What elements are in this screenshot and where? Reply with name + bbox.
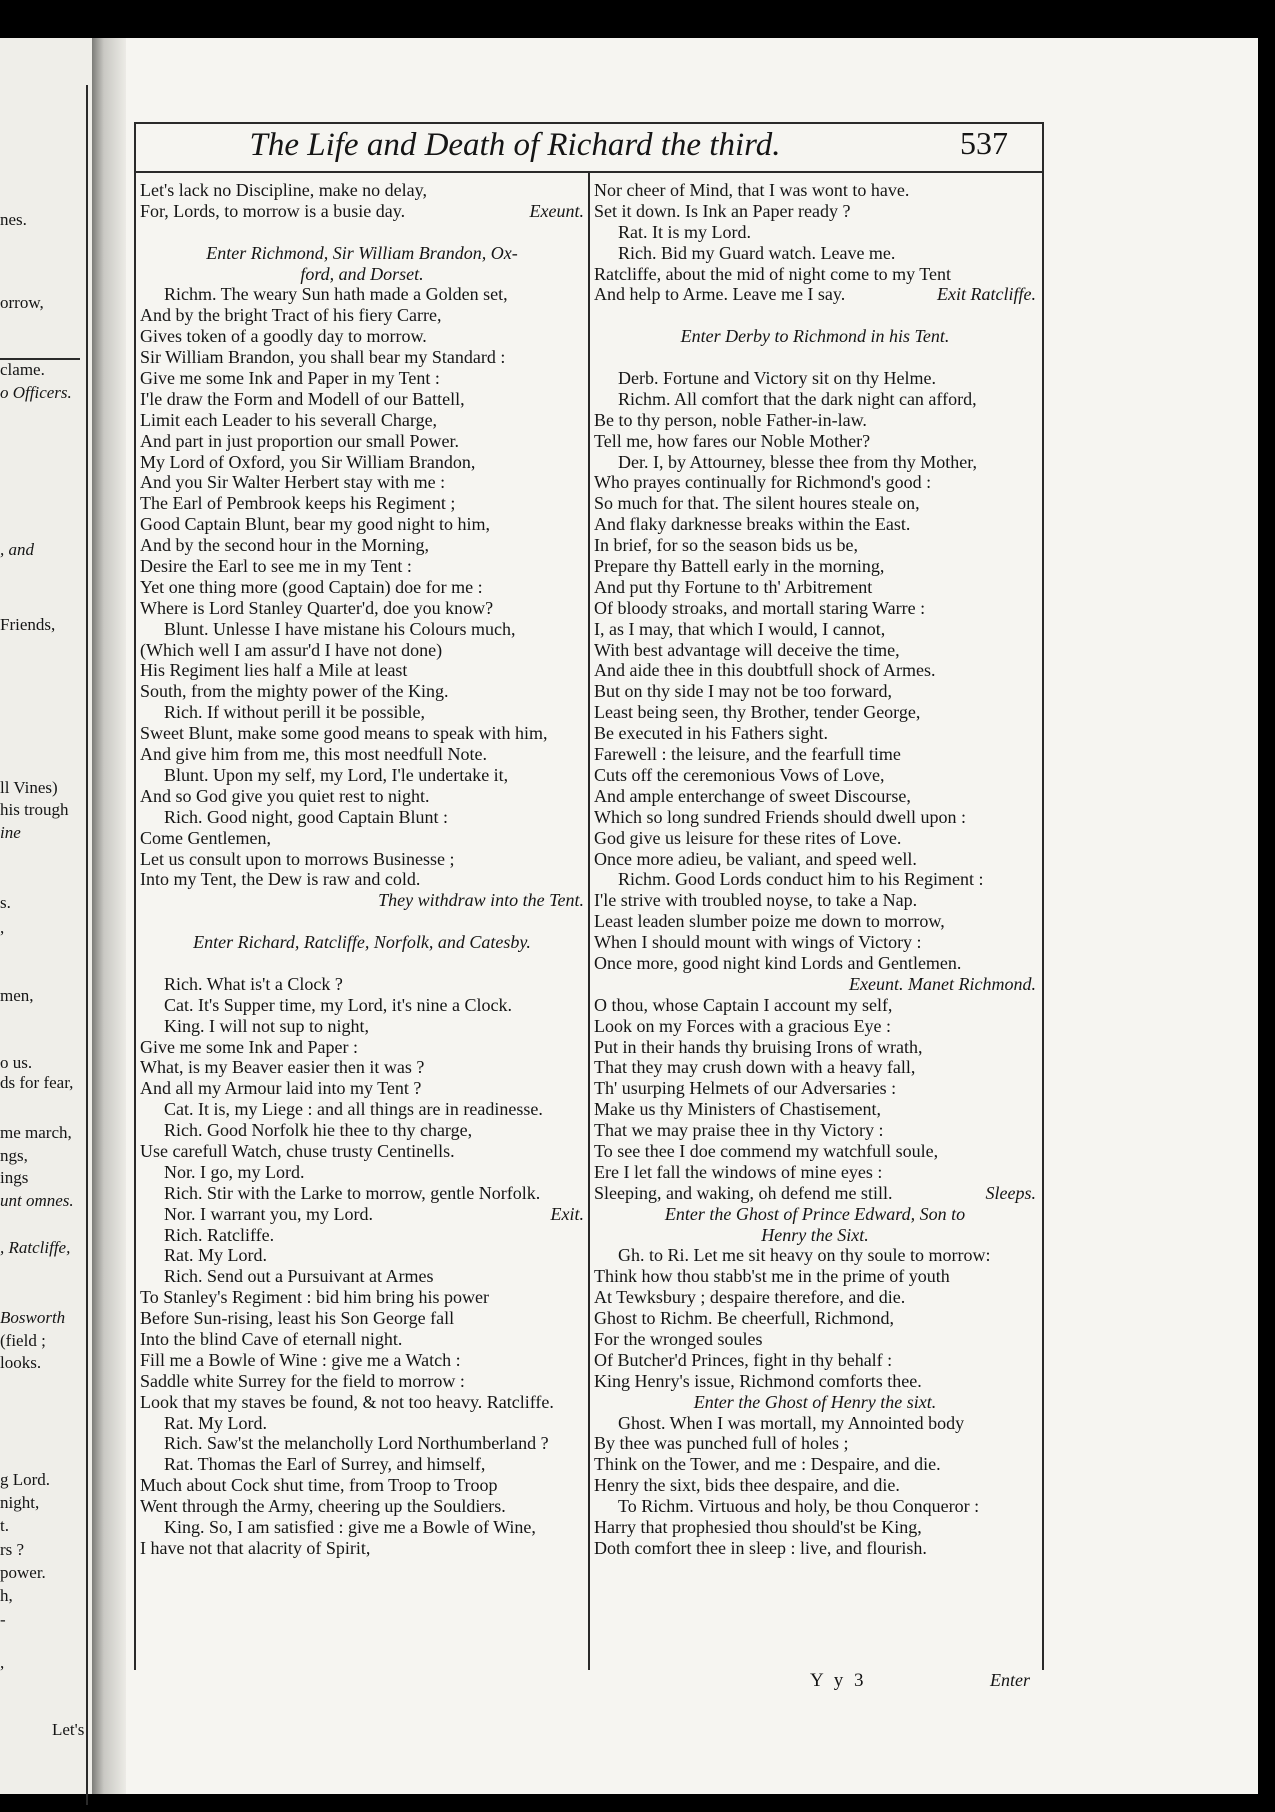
prev-fragment: Friends,	[0, 615, 56, 634]
text-line: Give me some Ink and Paper in my Tent :	[140, 368, 440, 389]
text-line: I'le strive with troubled noyse, to take a Nap.	[594, 890, 918, 911]
prev-fragment: men,	[0, 986, 34, 1005]
spacer	[594, 347, 1036, 368]
prev-fragment: ,	[0, 1653, 5, 1672]
text-line	[594, 1183, 1036, 1204]
prev-fragment: ngs,	[0, 1146, 28, 1165]
text-line: Der. I, by Attourney, blesse thee from thy Mother,	[618, 451, 978, 472]
exit-direction: Exit.	[550, 1203, 584, 1224]
text-line: King. So, I am satisfied : give me a Bowle of Wine,	[164, 1517, 536, 1537]
stage-direction: They withdraw into the Tent.	[378, 890, 584, 911]
text-line: Rat. Thomas the Earl of Surrey, and himself,	[164, 1454, 486, 1475]
text-line: Ratcliffe, about the mid of night come to my Tent	[594, 263, 952, 284]
spacer	[140, 953, 584, 974]
text-line: Into the blind Cave of eternall night.	[140, 1328, 403, 1349]
text-line: Rat. It is my Lord.	[618, 221, 751, 242]
text-line: For the wronged soules	[594, 1328, 763, 1349]
signature-mark: Y y 3	[810, 1670, 867, 1691]
spacer	[140, 222, 584, 243]
text-line: And aide thee in this doubtfull shock of Armes.	[594, 660, 936, 681]
text-line: O thou, whose Captain I account my self,	[594, 994, 893, 1015]
text-line: Desire the Earl to see me in my Tent :	[140, 556, 412, 577]
text-line: Cuts off the ceremonious Vows of Love,	[594, 764, 885, 785]
prev-fragment: looks.	[0, 1353, 42, 1372]
spacer	[594, 305, 1036, 326]
text-line: And all my Armour laid into my Tent ?	[140, 1078, 422, 1099]
text-line: Rich. Bid my Guard watch. Leave me.	[618, 242, 896, 263]
text-line: Harry that prophesied thou should'st be King,	[594, 1517, 922, 1537]
text-line: Of bloody stroaks, and mortall staring Warre :	[594, 597, 926, 618]
column-divider	[588, 173, 590, 1670]
text-line: Into my Tent, the Dew is raw and cold.	[140, 869, 421, 890]
text-line: Think on the Tower, and me : Despaire, and die.	[594, 1454, 941, 1475]
text-line: Gives token of a goodly day to morrow.	[140, 326, 427, 347]
text-line: My Lord of Oxford, you Sir William Brandon,	[140, 451, 476, 472]
text-line: Blunt. Unlesse I have mistane his Colours much,	[164, 618, 516, 639]
text-line: And by the second hour in the Morning,	[140, 535, 429, 556]
prev-fragment: t.	[0, 1516, 9, 1535]
prev-fragment: o us.	[0, 1053, 33, 1072]
prev-fragment: unt omnes.	[0, 1191, 74, 1210]
text-line: Think how thou stabb'st me in the prime of youth	[594, 1266, 950, 1287]
text-line: God give us leisure for these rites of Love.	[594, 827, 902, 848]
text-line: And you Sir Walter Herbert stay with me :	[140, 472, 446, 493]
line-text: Sleeping, and waking, oh defend me still.	[594, 1182, 893, 1203]
prev-fragment: (field ;	[0, 1331, 46, 1350]
page-right-border	[1042, 122, 1044, 1670]
text-line: Rich. Stir with the Larke to morrow, gentle Norfolk.	[164, 1182, 541, 1203]
stage-direction: Enter the Ghost of Prince Edward, Son to	[664, 1203, 966, 1224]
prev-fragment: -	[0, 1610, 6, 1629]
scan-edge	[1258, 38, 1275, 1794]
exit-direction: Sleeps.	[985, 1182, 1036, 1203]
prev-fragment: , Ratcliffe,	[0, 1238, 71, 1257]
text-line: Nor. I go, my Lord.	[164, 1161, 305, 1182]
text-line: Once more, good night kind Lords and Gentlemen.	[594, 952, 962, 973]
line-text: And help to Arme. Leave me I say.	[594, 284, 846, 305]
prev-fragment: o Officers.	[0, 383, 72, 402]
text-line: And ample enterchange of sweet Discourse,	[594, 785, 911, 806]
text-line: Let's lack no Discipline, make no delay,	[140, 180, 427, 200]
text-line: Fill me a Bowle of Wine : give me a Watch :	[140, 1349, 461, 1370]
stage-direction: Enter Richard, Ratcliffe, Norfolk, and Catesby.	[193, 932, 531, 953]
text-line: Sir William Brandon, you shall bear my Standard :	[140, 347, 506, 368]
prev-fragment: s.	[0, 893, 11, 912]
text-line: Nor cheer of Mind, that I was wont to have.	[594, 180, 910, 200]
text-line: So much for that. The silent houres steale on,	[594, 493, 920, 514]
text-line: Cat. It's Supper time, my Lord, it's nine a Clock.	[164, 994, 512, 1015]
left-text-column	[140, 180, 584, 1559]
text-line: Derb. Fortune and Victory sit on thy Helme.	[618, 368, 937, 389]
text-line: And part in just proportion our small Power.	[140, 430, 459, 451]
right-text-column	[594, 180, 1036, 1559]
text-line	[140, 1204, 584, 1225]
text-line: Much about Cock shut time, from Troop to Troop	[140, 1475, 498, 1496]
text-line: And flaky darknesse breaks within the East.	[594, 514, 911, 535]
text-line: His Regiment lies half a Mile at least	[140, 660, 408, 681]
text-line: Rat. My Lord.	[164, 1245, 267, 1266]
text-line: Richm. All comfort that the dark night can afford,	[618, 388, 977, 409]
stage-direction: Henry the Sixt.	[761, 1224, 869, 1245]
text-line: Look that my staves be found, & not too heavy. Ratcliffe.	[140, 1391, 554, 1412]
line-text: For, Lords, to morrow is a busie day.	[140, 200, 406, 221]
text-line: Come Gentlemen,	[140, 827, 271, 848]
book-gutter	[92, 38, 126, 1794]
text-line: Sweet Blunt, make some good means to speak with him,	[140, 723, 548, 744]
prev-page-rule	[0, 358, 80, 360]
text-line: Ghost to Richm. Be cheerfull, Richmond,	[594, 1308, 894, 1329]
text-line: Ghost. When I was mortall, my Annointed body	[618, 1412, 965, 1433]
text-line: And give him from me, this most needfull Note.	[140, 744, 487, 765]
page-left-border	[134, 122, 136, 1670]
text-line: Went through the Army, cheering up the Souldiers.	[140, 1496, 506, 1517]
text-line: Use carefull Watch, chuse trusty Centinells.	[140, 1140, 455, 1161]
prev-fragment: ,	[0, 918, 5, 937]
prev-fragment: ll Vines)	[0, 778, 58, 797]
stage-direction: Enter Derby to Richmond in his Tent.	[680, 326, 950, 347]
text-line: Which so long sundred Friends should dwell upon :	[594, 806, 966, 827]
prev-fragment: power.	[0, 1563, 46, 1582]
text-line: Rich. Good Norfolk hie thee to thy charge,	[164, 1120, 473, 1141]
text-line: To Richm. Virtuous and holy, be thou Conqueror :	[618, 1496, 980, 1517]
text-line: Good Captain Blunt, bear my good night to him,	[140, 514, 490, 535]
text-line: But on thy side I may not be too forward,	[594, 681, 892, 702]
stage-direction: ford, and Dorset.	[300, 263, 424, 284]
prev-fragment: h,	[0, 1586, 13, 1605]
catchword: Enter	[990, 1670, 1030, 1690]
text-line: Limit each Leader to his severall Charge,	[140, 409, 438, 430]
text-line: Richm. The weary Sun hath made a Golden set,	[164, 284, 508, 305]
prev-fragment: nes.	[0, 210, 27, 229]
text-line: Henry the sixt, bids thee despaire, and die.	[594, 1475, 900, 1496]
text-line: Look on my Forces with a gracious Eye :	[594, 1015, 891, 1036]
text-line: King. I will not sup to night,	[164, 1015, 370, 1036]
text-line: Th' usurping Helmets of our Adversaries :	[594, 1078, 897, 1099]
text-line: Who prayes continually for Richmond's good :	[594, 472, 932, 493]
text-line: Least being seen, thy Brother, tender George,	[594, 702, 921, 723]
page-number: 537	[960, 125, 1008, 161]
prev-fragment: g Lord.	[0, 1470, 51, 1489]
prev-fragment: ings	[0, 1168, 29, 1187]
text-line: To Stanley's Regiment : bid him bring his power	[140, 1287, 489, 1308]
prev-fragment: night,	[0, 1493, 40, 1512]
text-line	[594, 284, 1036, 305]
text-line: Ere I let fall the windows of mine eyes :	[594, 1161, 883, 1182]
text-line: Make us thy Ministers of Chastisement,	[594, 1099, 881, 1120]
text-line: Blunt. Upon my self, my Lord, I'le undertake it,	[164, 764, 509, 785]
prev-fragment: ds for fear,	[0, 1073, 74, 1092]
text-line: Be executed in his Fathers sight.	[594, 723, 828, 744]
text-line: That we may praise thee in thy Victory :	[594, 1120, 884, 1141]
text-line: Rat. My Lord.	[164, 1412, 267, 1433]
text-line: Rich. Ratcliffe.	[164, 1224, 275, 1245]
prev-fragment: ine	[0, 823, 21, 842]
text-line: Saddle white Surrey for the field to morrow :	[140, 1370, 465, 1391]
prev-fragment: , and	[0, 540, 34, 559]
text-line: Yet one thing more (good Captain) doe for me :	[140, 576, 483, 597]
prev-page-border	[86, 85, 88, 1805]
text-line: Tell me, how fares our Noble Mother?	[594, 430, 871, 451]
line-text: Nor. I warrant you, my Lord.	[164, 1203, 373, 1224]
text-line: Before Sun-rising, least his Son George fall	[140, 1308, 455, 1329]
text-line: That they may crush down with a heavy fall,	[594, 1057, 916, 1078]
text-line: King Henry's issue, Richmond comforts thee.	[594, 1370, 922, 1391]
text-line: Rich. Send out a Pursuivant at Armes	[164, 1266, 434, 1287]
prev-fragment: orrow,	[0, 293, 44, 312]
text-line: With best advantage will deceive the time,	[594, 639, 900, 660]
text-line: Rich. Saw'st the melancholly Lord Northumberland ?	[164, 1433, 549, 1454]
text-line	[140, 201, 584, 222]
text-line: By thee was punched full of holes ;	[594, 1433, 849, 1454]
prev-fragment: clame.	[0, 360, 45, 379]
text-line: Farewell : the leisure, and the fearfull time	[594, 744, 901, 765]
prev-fragment: Let's	[52, 1720, 85, 1739]
text-line: Gh. to Ri. Let me sit heavy on thy soule to morrow:	[618, 1245, 991, 1266]
prev-fragment: his trough	[0, 800, 69, 819]
stage-direction: Enter the Ghost of Henry the sixt.	[693, 1391, 937, 1412]
prev-fragment: Bosworth	[0, 1308, 66, 1327]
text-line: Cat. It is, my Liege : and all things are in readinesse.	[164, 1099, 543, 1120]
exit-direction: Exit Ratcliffe.	[937, 284, 1036, 305]
text-line: The Earl of Pembrook keeps his Regiment ;	[140, 493, 456, 514]
text-line: And put thy Fortune to th' Arbitrement	[594, 576, 873, 597]
text-line: South, from the mighty power of the King.	[140, 681, 449, 702]
stage-direction: Enter Richmond, Sir William Brandon, Ox-	[206, 242, 518, 263]
text-line: To see thee I doe commend my watchfull soule,	[594, 1140, 939, 1161]
text-line: When I should mount with wings of Victory :	[594, 932, 922, 953]
prev-fragment: rs ?	[0, 1540, 25, 1559]
text-line: Richm. Good Lords conduct him to his Regiment :	[618, 869, 984, 890]
text-line: Least leaden slumber poize me down to morrow,	[594, 911, 945, 932]
text-line: Rich. If without perill it be possible,	[164, 702, 425, 723]
text-line: I, as I may, that which I would, I cannot,	[594, 618, 886, 639]
text-line: And so God give you quiet rest to night.	[140, 785, 430, 806]
text-line: Give me some Ink and Paper :	[140, 1036, 358, 1057]
prev-fragment: me march,	[0, 1123, 72, 1142]
text-line: Set it down. Is Ink an Paper ready ?	[594, 200, 851, 221]
text-line: (Which well I am assur'd I have not done)	[140, 639, 443, 660]
text-line: What, is my Beaver easier then it was ?	[140, 1057, 425, 1078]
page-title: The Life and Death of Richard the third.	[249, 127, 781, 163]
text-line: Where is Lord Stanley Quarter'd, doe you know?	[140, 597, 494, 618]
text-line: Doth comfort thee in sleep : live, and flourish.	[594, 1537, 927, 1558]
text-line: At Tewksbury ; despaire therefore, and die.	[594, 1287, 906, 1308]
text-line: I'le draw the Form and Modell of our Battell,	[140, 388, 465, 409]
text-line: Of Butcher'd Princes, fight in thy behalf :	[594, 1349, 893, 1370]
text-line: Be to thy person, noble Father-in-law.	[594, 409, 867, 430]
page-top-rule	[134, 122, 1044, 124]
text-line: Once more adieu, be valiant, and speed well.	[594, 848, 917, 869]
text-line: Put in their hands thy bruising Irons of wrath,	[594, 1036, 923, 1057]
text-line: I have not that alacrity of Spirit,	[140, 1537, 371, 1558]
text-line: Prepare thy Battell early in the morning,	[594, 556, 885, 577]
exit-direction: Exeunt.	[529, 200, 584, 221]
text-line: And by the bright Tract of his fiery Carre,	[140, 305, 442, 326]
text-line: Rich. Good night, good Captain Blunt :	[164, 806, 448, 827]
text-line: In brief, for so the season bids us be,	[594, 535, 858, 556]
stage-direction: Exeunt. Manet Richmond.	[849, 973, 1036, 994]
text-line: Let us consult upon to morrows Businesse ;	[140, 848, 455, 869]
spacer	[140, 911, 584, 932]
text-line: Rich. What is't a Clock ?	[164, 973, 343, 994]
previous-page-edge	[0, 38, 92, 1794]
